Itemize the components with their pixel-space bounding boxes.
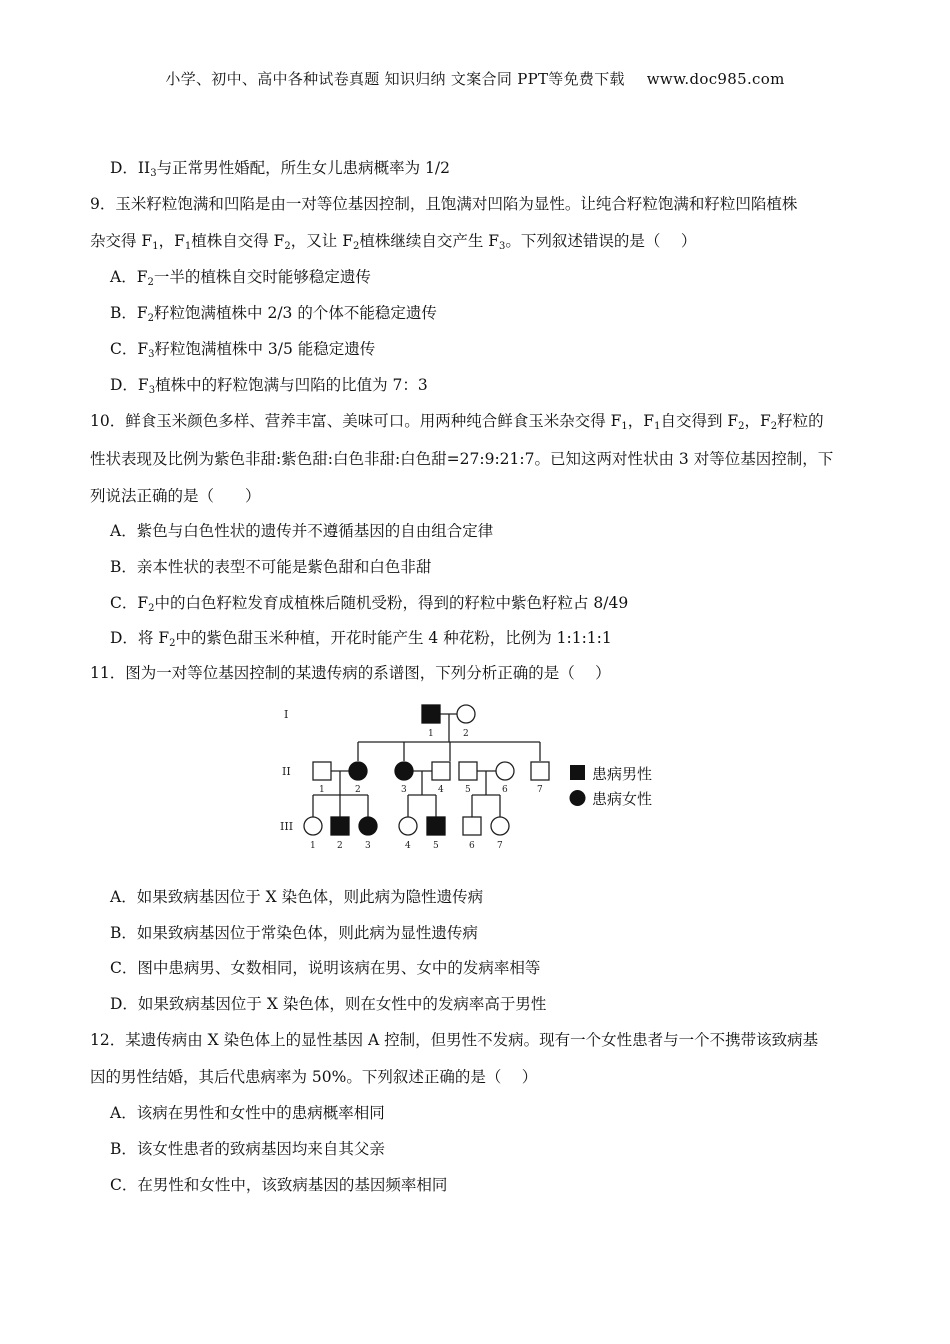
page-header: [0, 68, 950, 89]
gen-label-I: I: [284, 708, 289, 721]
pedigree-chart: [270, 692, 690, 860]
III-3-affected-female: [359, 817, 377, 835]
II-7-normal-male: [531, 762, 549, 780]
III-2-affected-male: [331, 817, 349, 835]
q10-option-d[interactable]: D．将 $F_2$中的紫色甜玉米种植，开花时能产生 4 种花粉，比例为 1:1:1:1: [110, 629, 612, 649]
legend-affected-male-icon: [570, 765, 585, 780]
q9-stem-line1: 9．玉米籽粒饱满和凹陷是由一对等位基因控制，且饱满对凹陷为显性。让纯合籽粒饱满和籽粒凹陷植株: [90, 195, 798, 213]
legend-affected-female-label: 患病女性: [592, 790, 653, 808]
legend-affected-male-label: 患病男性: [592, 765, 653, 783]
I-2-normal-female: [457, 705, 475, 723]
II-3-affected-female: [395, 762, 413, 780]
q10-option-c[interactable]: C．$F_2$中的白色籽粒发育成植株后随机受粉，得到的籽粒中紫色籽粒占 8/49: [110, 594, 629, 614]
q9-stem-line2: 杂交得 $F_1$，$F_1$植株自交得 $F_2$，又让 $F_2$植株继续自交产生 $F_3$。下列叙述错误的是（ ）: [90, 232, 697, 252]
q11-option-b[interactable]: B．如果致病基因位于常染色体，则此病为显性遗传病: [110, 924, 478, 942]
q9-option-a[interactable]: A．$F_2$一半的植株自交时能够稳定遗传: [110, 268, 371, 288]
III-1-number: 1: [310, 841, 316, 851]
III-4-normal-female: [399, 817, 417, 835]
III-7-normal-female: [491, 817, 509, 835]
legend-affected-female-icon: [570, 790, 586, 806]
gen-label-II: II: [282, 765, 291, 778]
q9-option-c[interactable]: C．$F_3$籽粒饱满植株中 3/5 能稳定遗传: [110, 340, 376, 360]
III-5-affected-male: [427, 817, 445, 835]
III-3-number: 3: [365, 841, 371, 851]
q11-option-a[interactable]: A．如果致病基因位于 X 染色体，则此病为隐性遗传病: [110, 888, 484, 906]
q10-option-a[interactable]: A．紫色与白色性状的遗传并不遵循基因的自由组合定律: [110, 522, 494, 540]
gen-label-III: III: [280, 820, 294, 833]
III-6-number: 6: [469, 841, 475, 851]
III-4-number: 4: [405, 841, 411, 851]
q11-option-d[interactable]: D．如果致病基因位于 X 染色体，则在女性中的发病率高于男性: [110, 995, 547, 1013]
II-7-number: 7: [537, 785, 543, 795]
q12-option-b[interactable]: B．该女性患者的致病基因均来自其父亲: [110, 1140, 385, 1158]
III-7-number: 7: [497, 841, 503, 851]
I-2-number: 2: [463, 729, 469, 739]
header-site-link[interactable]: www.doc985.com: [646, 70, 785, 88]
q10-stem-line3: 列说法正确的是（ ）: [90, 487, 261, 505]
II-2-affected-female: [349, 762, 367, 780]
q11-option-c[interactable]: C．图中患病男、女数相同，说明该病在男、女中的发病率相等: [110, 959, 541, 977]
pedigree-svg: [270, 692, 690, 860]
q10-option-b[interactable]: B．亲本性状的表型不可能是紫色甜和白色非甜: [110, 558, 432, 576]
q12-option-a[interactable]: A．该病在男性和女性中的患病概率相同: [110, 1104, 385, 1122]
II-2-number: 2: [355, 785, 361, 795]
q9-option-b[interactable]: B．$F_2$籽粒饱满植株中 2/3 的个体不能稳定遗传: [110, 304, 437, 324]
II-6-number: 6: [502, 785, 508, 795]
I-1-affected-male: [422, 705, 440, 723]
II-6-normal-female: [496, 762, 514, 780]
q12-stem-line2: 因的男性结婚，其后代患病率为 50%。下列叙述正确的是（ ）: [90, 1068, 538, 1086]
q9-option-d[interactable]: D．$F_3$植株中的籽粒饱满与凹陷的比值为 7：3: [110, 376, 428, 396]
q8-option-d-post: 与正常男性婚配，所生女儿患病概率为 1/2: [156, 159, 450, 177]
q8-option-d-sub: 3: [150, 168, 157, 179]
III-5-number: 5: [433, 841, 439, 851]
III-2-number: 2: [337, 841, 343, 851]
q12-stem-line1: 12．某遗传病由 X 染色体上的显性基因 A 控制，但男性不发病。现有一个女性患者与一个不携带该致病基: [90, 1031, 819, 1049]
I-1-number: 1: [428, 729, 434, 739]
II-3-number: 3: [401, 785, 407, 795]
q10-stem-line2: 性状表现及比例为紫色非甜:紫色甜:白色非甜:白色甜=27:9:21:7。已知这两对性状由 3 对等位基因控制，下: [90, 450, 834, 468]
II-4-number: 4: [438, 785, 444, 795]
q8-option-d-pre: D．II: [110, 159, 151, 177]
II-4-normal-male: [432, 762, 450, 780]
III-6-normal-male: [463, 817, 481, 835]
II-5-number: 5: [465, 785, 471, 795]
header-text: 小学、初中、高中各种试卷真题 知识归纳 文案合同 PPT等免费下载: [165, 70, 625, 88]
III-1-normal-female: [304, 817, 322, 835]
II-5-normal-male: [459, 762, 477, 780]
q12-option-c[interactable]: C．在男性和女性中，该致病基因的基因频率相同: [110, 1176, 448, 1194]
II-1-normal-male: [313, 762, 331, 780]
q8-option-d[interactable]: [110, 158, 450, 178]
q11-stem: 11．图为一对等位基因控制的某遗传病的系谱图，下列分析正确的是（ ）: [90, 664, 611, 682]
q10-stem-line1: 10．鲜食玉米颜色多样、营养丰富、美味可口。用两种纯合鲜食玉米杂交得 $F_1$，$F_1$自交得到 $F_2$，$F_2$籽粒的: [90, 412, 824, 432]
II-1-number: 1: [319, 785, 325, 795]
